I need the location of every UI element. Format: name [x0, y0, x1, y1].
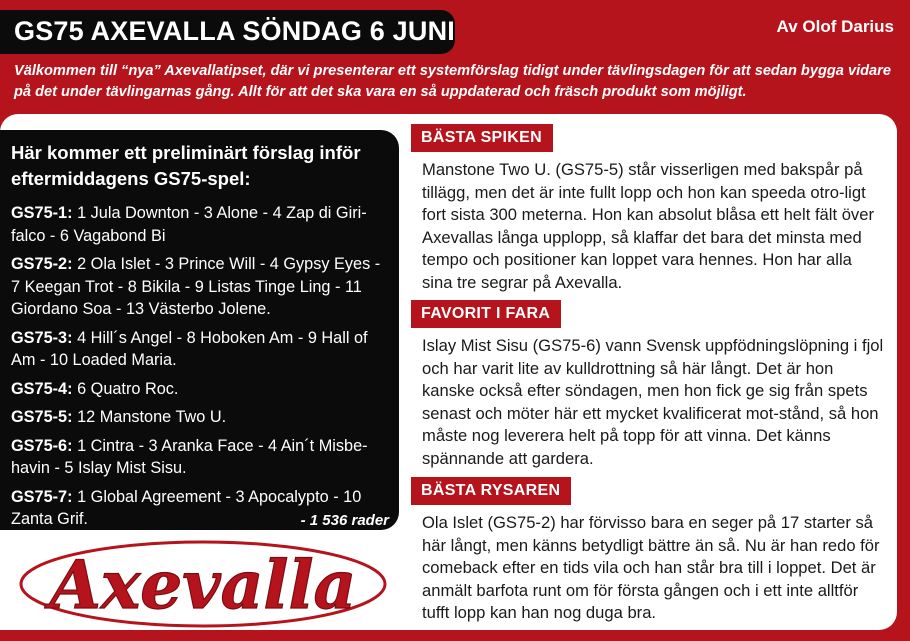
- title-bar: [0, 10, 455, 54]
- race-horses: 12 Manstone Two U.: [77, 408, 227, 426]
- proposal-box: [0, 130, 399, 530]
- race-horses: 4 Hill´s Angel - 8 Hoboken Am - 9 Hall of Am - 10 Loaded Maria.: [11, 328, 368, 369]
- race-item: [11, 406, 393, 429]
- race-horses: 1 Global Agreement - 3 Apocalypto - 10 Zanta Grif.: [11, 487, 362, 528]
- axevalla-logo: [18, 538, 388, 628]
- section-label: FAVORIT I FARA: [411, 300, 561, 328]
- logo-text: Axevalla: [49, 546, 357, 624]
- section-label: BÄSTA RYSAREN: [411, 477, 571, 505]
- proposal-heading: Här kommer ett preliminärt förslag inför eftermiddagens GS75-spel:: [11, 142, 361, 189]
- race-horses: 6 Quatro Roc.: [77, 379, 179, 398]
- section-basta-spiken: [411, 124, 886, 295]
- race-horses: 1 Jula Downton - 3 Alone - 4 Zap di Giri-falco - 6 Vagabond Bi: [11, 204, 367, 245]
- byline: Av Olof Darius: [776, 17, 894, 36]
- section-text: Islay Mist Sisu (GS75-6) vann Svensk uppfödningslöpning i fjol och har varit lite av kulldrottning så här långt. Det är hon kanske också efter söndagen, men hon fick ge sig från spets senast och möter här ett mycket kvalificerat mot-stånd, så hon måste nog leverera helt på topp för att vinna. Det känns spännande att gardera.: [422, 336, 884, 468]
- section-label: BÄSTA SPIKEN: [411, 124, 553, 152]
- race-label: GS75-2:: [11, 255, 73, 273]
- section-favorit-i-fara: [411, 300, 886, 471]
- race-label: GS75-1:: [11, 204, 73, 222]
- race-horses: 1 Cintra - 3 Aranka Face - 4 Ain´t Misbe-havin - 5 Islay Mist Sisu.: [11, 436, 368, 477]
- race-label: GS75-3:: [11, 328, 73, 347]
- race-item: [11, 202, 393, 247]
- page-title: GS75 AXEVALLA SÖNDAG 6 JUNI: [14, 16, 455, 46]
- row-count: - 1 536 rader: [300, 512, 389, 529]
- race-item: [11, 253, 393, 321]
- intro-text: Välkommen till “nya” Axevallatipset, där vi presenterar ett systemförslag tidigt under tävlingsdagen för att sedan bygga vidare på det under tävlingarnas gång. Allt för att det ska vara en så uppdaterad och fräsch produkt som möjligt.: [14, 63, 891, 100]
- section-basta-rysaren: [411, 477, 886, 625]
- race-list: [11, 202, 393, 537]
- race-label: GS75-7:: [11, 487, 73, 506]
- race-item: [11, 378, 393, 401]
- race-label: GS75-5:: [11, 408, 73, 426]
- race-label: GS75-4:: [11, 379, 73, 398]
- race-label: GS75-6:: [11, 436, 73, 455]
- race-item: [11, 435, 393, 480]
- section-text: Manstone Two U. (GS75-5) står visserligen med bakspår på tillägg, men det är inte fullt lopp och hon kan speeda otro-ligt fort sista 300 meterna. Hon kan absolut blåsa ett helt fält över Axevallas långa upplopp, så klaffar det bara det minsta med tempo och positioner kan loppet vara hennes. Hon har alla sina tre segrar på Axevalla.: [422, 160, 874, 292]
- race-horses: 2 Ola Islet - 3 Prince Will - 4 Gypsy Eyes - 7 Keegan Trot - 8 Bikila - 9 Listas Tinge Ling - 11 Giordano Soa - 13 Västerbo Jolene.: [11, 255, 381, 318]
- race-item: [11, 327, 393, 372]
- section-text: Ola Islet (GS75-2) har förvisso bara en seger på 17 starter så här långt, men känns betydligt bättre än så. Nu är han redo för comeback efter en tids vila och han står bra till i loppet. Det är anmält barfota runt om för första gången och i ett inte alltför tufft lopp kan han nog duga bra.: [422, 513, 880, 623]
